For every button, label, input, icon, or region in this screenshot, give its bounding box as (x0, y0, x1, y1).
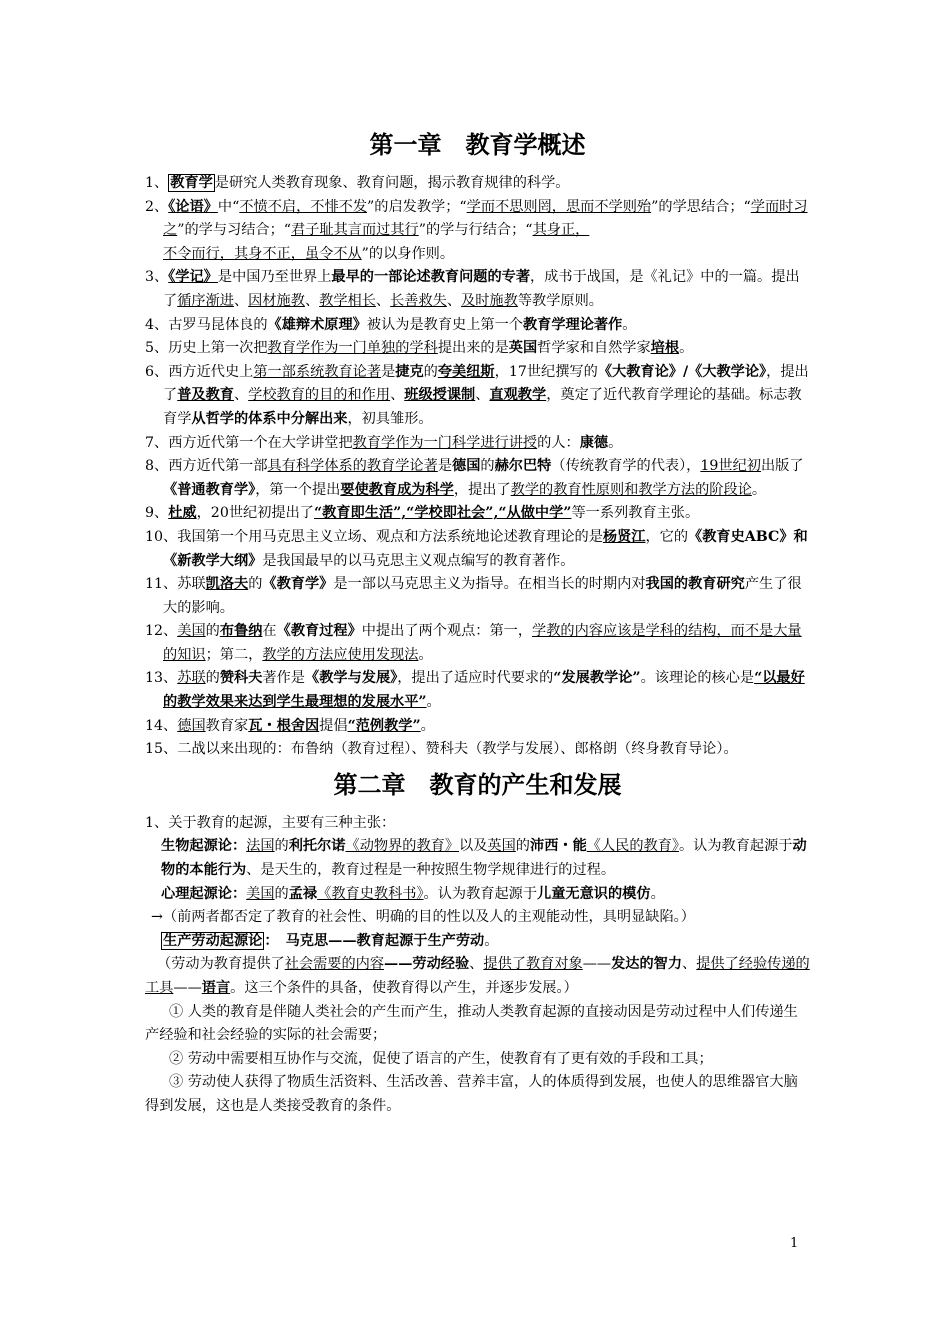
ch1-item-2: 2、《论语》中“不愤不启，不悱不发”的启发教学；“学而不思则罔，思而不学则殆”的学思结合；“学而时习之”的学与习结合；“君子耻其言而过其行”的学与行结合；“其身正， (145, 198, 808, 239)
chapter-2-title: 第二章 教育的产生和发展 (333, 769, 622, 799)
ch1-item-1: 1、 教育学 是研究人类教育现象、教育问题，揭示教育规律的科学。 (145, 175, 570, 191)
ch1-item-8: 8、西方近代第一部具有科学体系的教育学论著是德国的赫尔巴特（传统教育学的代表），19世纪初出版了《普通教育学》，第一个提出要使教育成为科学，提出了教学的教育性原则和教学方法的阶段论。 (145, 458, 804, 498)
ch2-biological-origin: 生物起源论：法国的利托尔诺《动物界的教育》以及英国的沛西・能《人民的教育》。认为教育起源于动物的本能行为、是天生的，教育过程是一种按照生物学规律进行的过程。 (161, 838, 807, 879)
ch2-note: →（前两者都否定了教育的社会性、明确的目的性以及人的主观能动性，具明显缺陷。） (151, 909, 695, 926)
ch1-item-14: 14、德国教育家瓦・根舍因提倡“范例教学”。 (145, 717, 435, 734)
term-jiaoyuxue: 教育学 (170, 175, 213, 191)
ch2-point-2: ② 劳动中需要相互协作与交流，促使了语言的产生，使教育有了更有效的手段和工具； (169, 1050, 713, 1067)
ch1-item-7: 7、西方近代第一个在大学讲堂把教育学作为一门科学进行讲授的人：康德。 (145, 434, 623, 451)
ch1-item-15: 15、二战以来出现的：布鲁纳（教育过程）、赞科夫（教学与发展）、郎格朗（终身教育导论）。 (145, 741, 738, 758)
ch1-item-3: 3、《学记》是中国乃至世界上最早的一部论述教育问题的专著，成书于战国，是《礼记》中的一篇。提出了循序渐进、因材施教、教学相长、长善救失、及时施教等教学原则。 (145, 269, 800, 309)
ch2-point-3: ③ 劳动使人获得了物质生活资料、生活改善、营养丰富，人的体质得到发展，也使人的思维器官大脑得到发展，这也是人类接受教育的条件。 (145, 1074, 798, 1114)
ch1-item-13: 13、苏联的赞科夫著作是《教学与发展》，提出了适应时代要求的“发展教学论”。该理论的核心是“以最好的教学效果来达到学生最理想的发展水平”。 (145, 670, 805, 711)
ch1-item-11: 11、苏联凯洛夫的《教育学》是一部以马克思主义为指导。在相当长的时期内对我国的教育研究产生了很大的影响。 (145, 576, 802, 616)
page-number: 1 (790, 1236, 799, 1251)
ch1-item-4: 4、古罗马昆体良的《雄辩术原理》被认为是教育史上第一个教育学理论著作。 (145, 316, 637, 333)
ch2-point-1: ① 人类的教育是伴随人类社会的产生而产生，推动人类教育起源的直接动因是劳动过程中人们传递生产经验和社会经验的实际的社会需要； (145, 1003, 798, 1044)
document-page (145, 128, 810, 1119)
ch1-item-10: 10、我国第一个用马克思主义立场、观点和方法系统地论述教育理论的是杨贤江，它的《教育史ABC》和《新教学大纲》是我国最早的以马克思主义观点编写的教育著作。 (145, 528, 808, 569)
ch1-item-5: 5、历史上第一次把教育学作为一门单独的学科提出来的是英国哲学家和自然学家培根。 (145, 340, 694, 357)
chapter-1-title: 第一章 教育学概述 (369, 130, 586, 159)
ch1-item-2-continued: 不令而行，其身不正，虽令不从”的以身作则。 (163, 245, 455, 262)
ch1-item-12: 12、美国的布鲁纳在《教育过程》中提出了两个观点：第一，学教的内容应该是学科的结构，而不是大量的知识；第二，教学的方法应使用发现法。 (145, 623, 802, 663)
ch1-item-9: 9、杜威，20世纪初提出了“教育即生活”,“学校即社会”,“从做中学”等一系列教育主张。 (145, 505, 700, 522)
ch2-labor-origin: 生产劳动起源论 ： 马克思——教育起源于生产劳动。 (163, 932, 499, 949)
ch1-item-6: 6、西方近代史上第一部系统教育论著是捷克的夸美纽斯，17世纪撰写的《大教育论》/《大教学论》，提出了普及教育、学校教育的目的和作用、班级授课制、直观教学，奠定了近代教育学理论的基础。标志教育学从哲学的体系中分解出来，初具雏形。 (145, 363, 809, 427)
ch2-psychological-origin: 心理起源论：美国的孟禄《教育史教科书》。认为教育起源于儿童无意识的模仿。 (161, 885, 665, 902)
ch2-labor-explanation: （劳动为教育提供了社会需要的内容——劳动经验、提供了教育对象——发达的智力、提供了经验传递的工具——语言。这三个条件的具备，使教育得以产生，并逐步发展。） (145, 956, 810, 996)
ch2-item-1: 1、关于教育的起源，主要有三种主张： (145, 814, 396, 831)
